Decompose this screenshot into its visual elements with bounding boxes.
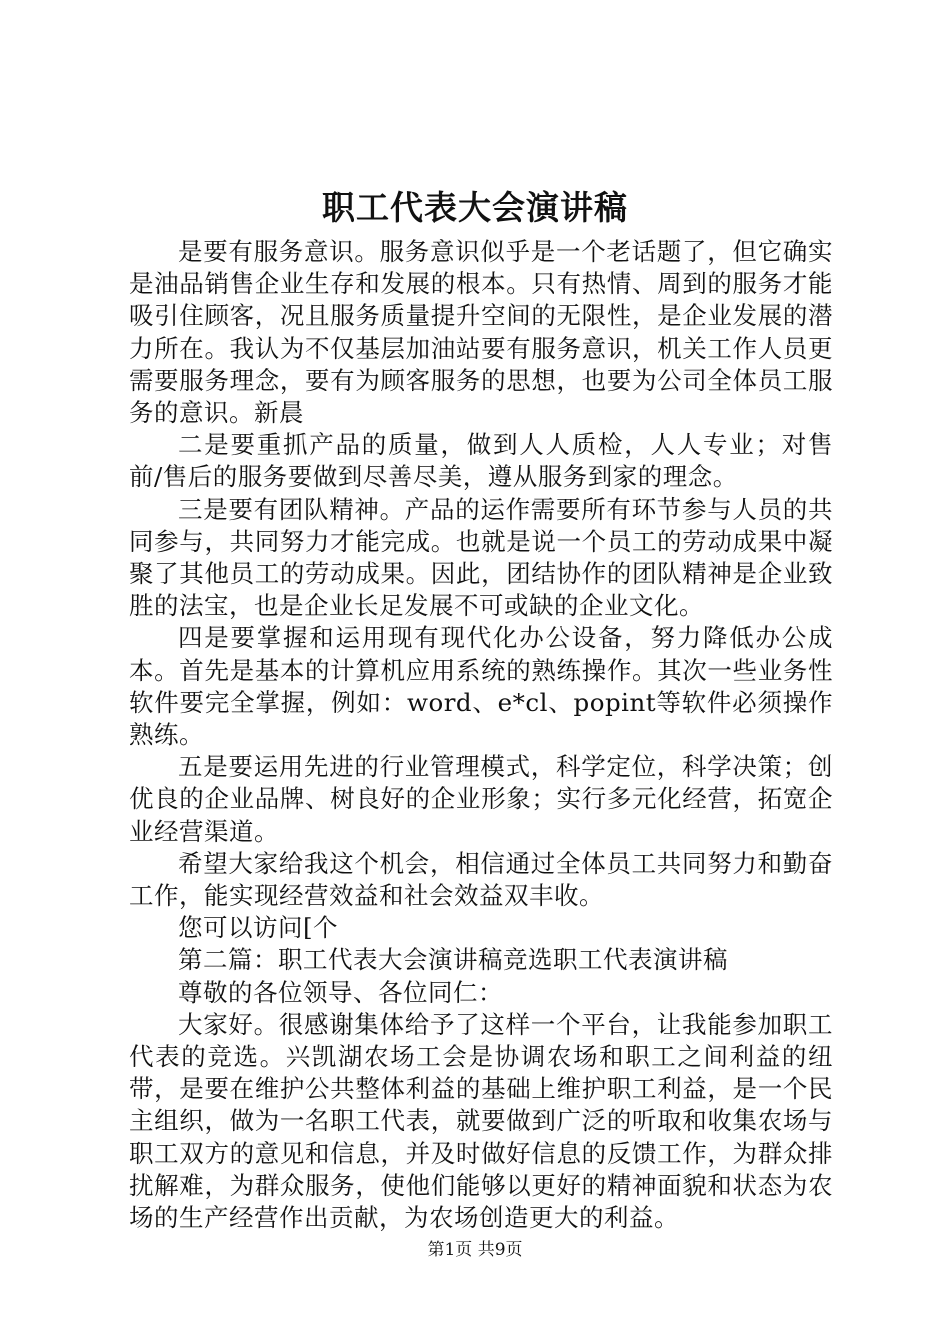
page-number: 第1页 共9页: [427, 1240, 523, 1260]
paragraph: 二是要重抓产品的质量，做到人人质检，人人专业；对售前/售后的服务要做到尽善尽美，遵从服务到家的理念。: [129, 430, 833, 492]
document-body: [129, 236, 833, 1234]
paragraph: 四是要掌握和运用现有现代化办公设备，努力降低办公成本。首先是基本的计算机应用系统的熟练操作。其次一些业务性软件要完全掌握，例如：word、e*cl、popint等软件必须操作熟练。: [129, 623, 833, 750]
paragraph: 是要有服务意识。服务意识似乎是一个老话题了，但它确实是油品销售企业生存和发展的根本。只有热情、周到的服务才能吸引住顾客，况且服务质量提升空间的无限性，是企业发展的潜力所在。我认为不仅基层加油站要有服务意识，机关工作人员更需要服务理念，要有为顾客服务的思想，也要为公司全体员工服务的意识。新晨: [129, 237, 833, 428]
salutation: 尊敬的各位领导、各位同仁：: [178, 977, 503, 1007]
paragraph: 三是要有团队精神。产品的运作需要所有环节参与人员的共同参与，共同努力才能完成。也就是说一个员工的劳动成果中凝聚了其他员工的劳动成果。因此，团结协作的团队精神是企业致胜的法宝，也是企业长足发展不可或缺的企业文化。: [129, 494, 833, 621]
paragraph: 大家好。很感谢集体给予了这样一个平台，让我能参加职工代表的竞选。兴凯湖农场工会是协调农场和职工之间利益的纽带，是要在维护公共整体利益的基础上维护职工利益，是一个民主组织，做为一名职工代表，就要做到广泛的听取和收集农场与职工双方的意见和信息，并及时做好信息的反馈工作，为群众排扰解难，为群众服务，使他们能够以更好的精神面貌和状态为农场的生产经营作出贡献，为农场创造更大的利益。: [129, 1009, 833, 1233]
document-title: 职工代表大会演讲稿: [322, 188, 628, 227]
section-heading: 第二篇：职工代表大会演讲稿竞选职工代表演讲稿: [178, 945, 728, 975]
paragraph: 希望大家给我这个机会，相信通过全体员工共同努力和勤奋工作，能实现经营效益和社会效益双丰收。: [129, 848, 833, 911]
paragraph: 您可以访问[个: [178, 913, 339, 943]
paragraph: 五是要运用先进的行业管理模式，科学定位，科学决策；创优良的企业品牌、树良好的企业形象；实行多元化经营，拓宽企业经营渠道。: [129, 752, 833, 846]
